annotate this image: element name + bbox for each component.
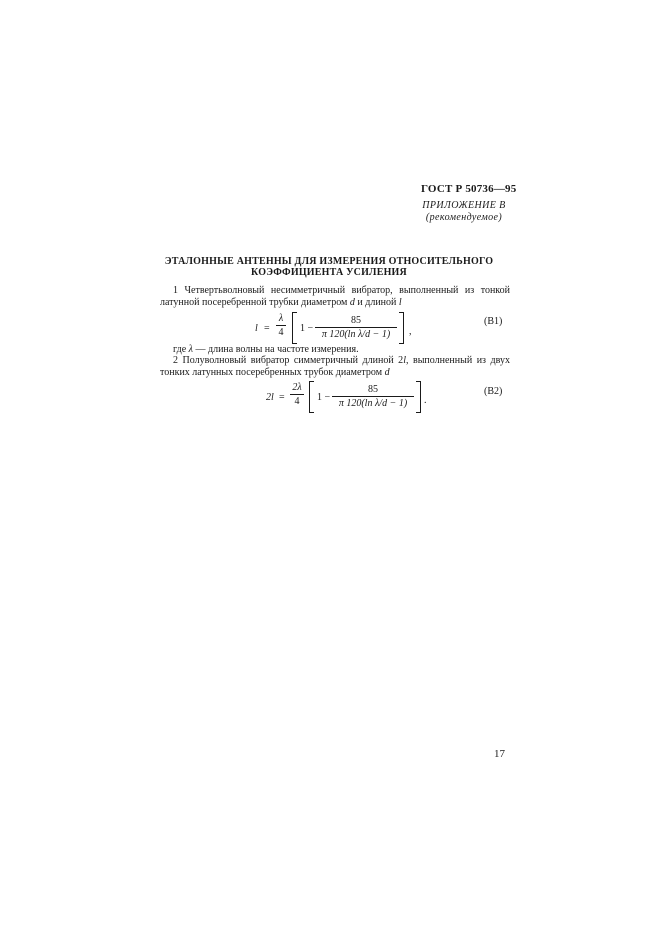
eq2-inner-fraction-bar [332, 396, 414, 397]
eq2-inner-numerator: 85 [368, 384, 378, 395]
equation-b2-number: (В2) [484, 386, 503, 397]
eq2-one-minus: 1 − [317, 392, 331, 403]
eq1-inner-numerator: 85 [351, 315, 361, 326]
appendix-label [420, 200, 508, 224]
eq2-left-bracket [309, 381, 314, 413]
item-2-text-b: , выполненный из двух тонких латунных посеребренных трубок диаметром [160, 355, 510, 378]
eq1-outer-fraction [276, 313, 286, 338]
appendix-title: ПРИЛОЖЕНИЕ В [422, 200, 506, 211]
item-2-paragraph [160, 355, 510, 379]
item-1-var-l: l [398, 297, 402, 308]
item-1-var-d: d [349, 297, 355, 308]
eq2-tail: . [424, 395, 427, 406]
eq2-lhs: 2l [266, 392, 274, 403]
section-title-line-1: ЭТАЛОННЫЕ АНТЕННЫ ДЛЯ ИЗМЕРЕНИЯ ОТНОСИТЕЛЬНОГО [164, 256, 494, 267]
item-2-var-d: d [384, 367, 390, 378]
eq1-inner-fraction [315, 315, 397, 340]
eq2-equals: = [279, 392, 285, 403]
eq2-outer-denominator: 4 [294, 396, 300, 407]
section-title [160, 256, 498, 278]
eq2-inner-fraction [332, 384, 414, 409]
eq1-right-bracket [399, 312, 404, 344]
eq2-right-bracket [416, 381, 421, 413]
eq1-left-bracket [292, 312, 297, 344]
eq1-equals: = [264, 323, 270, 334]
eq1-tail: , [409, 326, 412, 337]
eq2-outer-fraction-bar [290, 394, 304, 395]
where-text-b: — длина волны на частоте измерения. [192, 344, 359, 355]
eq2-inner-denominator: π 120(ln λ/d − 1) [338, 398, 408, 409]
eq1-outer-fraction-bar [276, 325, 286, 326]
equation-b1 [255, 312, 455, 348]
eq1-inner-denominator: π 120(ln λ/d − 1) [321, 329, 391, 340]
eq1-inner-fraction-bar [315, 327, 397, 328]
eq2-outer-numerator: 2λ [292, 382, 302, 393]
item-2-var-l: l [403, 355, 406, 366]
appendix-status: (рекомендуемое) [425, 212, 503, 223]
item-1-paragraph [160, 285, 510, 309]
where-text-a: где [173, 344, 189, 355]
eq2-outer-fraction [290, 382, 304, 407]
equation-b2 [266, 381, 466, 417]
section-title-line-2: КОЭФФИЦИЕНТА УСИЛЕНИЯ [251, 267, 407, 278]
item-2-text-a: 2 Полуволновый вибратор симметричный длиной 2 [173, 355, 404, 366]
eq1-one-minus: 1 − [300, 323, 314, 334]
document-code: ГОСТ Р 50736—95 [421, 183, 517, 195]
equation-b1-number: (В1) [484, 316, 503, 327]
page-number: 17 [494, 748, 505, 760]
eq1-outer-denominator: 4 [278, 327, 284, 338]
eq1-outer-numerator: λ [278, 313, 284, 324]
item-1-text-b: и длиной [354, 297, 399, 308]
eq1-lhs: l [255, 323, 258, 334]
where-lambda: λ [188, 344, 193, 355]
item-1-text-a: 1 Четвертьволновый несимметричный вибратор, выполненный из тонкой латунной посеребренной трубки диаметром [160, 285, 510, 308]
